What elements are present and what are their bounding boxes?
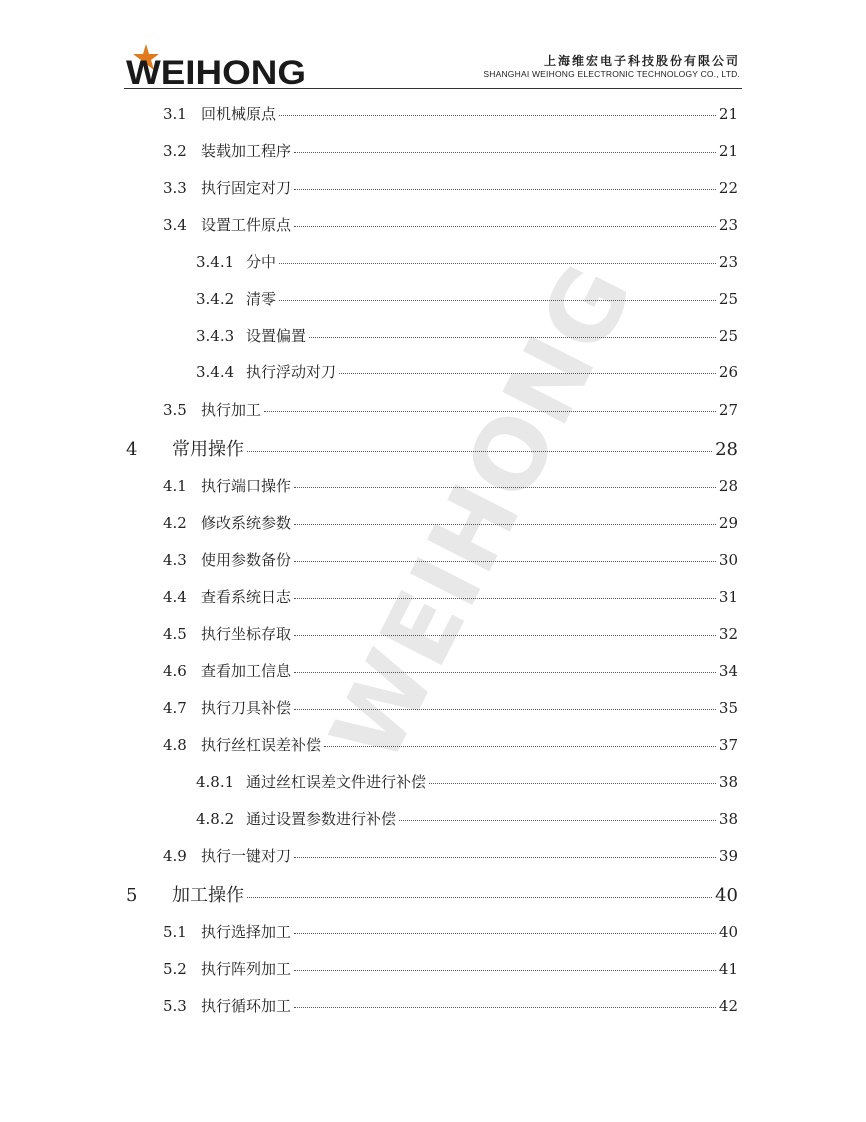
toc-number: 4.9: [163, 847, 187, 865]
toc-page: 25: [718, 290, 738, 308]
toc-entry[interactable]: [163, 734, 738, 755]
toc-number: 5.3: [163, 997, 187, 1015]
dot-leader: [429, 783, 716, 784]
company-name-en: SHANGHAI WEIHONG ELECTRONIC TECHNOLOGY CO., LTD.: [483, 69, 740, 79]
toc-title: 通过设置参数进行补偿: [246, 810, 397, 828]
toc-number: 4.7: [163, 699, 187, 717]
toc-entry[interactable]: [163, 512, 738, 533]
toc-page: 23: [718, 216, 738, 234]
dot-leader: [294, 970, 716, 971]
toc-number: 5.2: [163, 960, 187, 978]
dot-leader: [294, 635, 716, 636]
toc-title: 通过丝杠误差文件进行补偿: [246, 773, 427, 791]
toc-page: 30: [718, 551, 738, 569]
toc-number: 3.3: [163, 179, 187, 197]
dot-leader: [279, 300, 716, 301]
toc-page: 23: [718, 253, 738, 271]
watermark-text: WEIHONG: [309, 245, 656, 780]
toc-number: 3.4: [163, 216, 187, 234]
toc-entry[interactable]: [163, 958, 738, 979]
toc-title: 修改系统参数: [201, 514, 292, 532]
toc-chapter-entry[interactable]: [126, 881, 738, 907]
toc-page: 25: [718, 327, 738, 345]
toc-title: 加工操作: [172, 885, 244, 906]
toc-entry[interactable]: [163, 921, 738, 942]
toc-title: 查看加工信息: [201, 662, 292, 680]
toc-number: 4.8.2: [196, 810, 235, 828]
dot-leader: [294, 598, 716, 599]
toc-entry[interactable]: [163, 660, 738, 681]
dot-leader: [294, 857, 716, 858]
toc-page: 32: [718, 625, 738, 643]
dot-leader: [309, 337, 716, 338]
dot-leader: [294, 561, 716, 562]
toc-entry[interactable]: [163, 623, 738, 644]
toc-entry[interactable]: [163, 586, 738, 607]
toc-entry[interactable]: [163, 697, 738, 718]
toc-number: 3.4.2: [196, 290, 235, 308]
toc-entry[interactable]: [163, 549, 738, 570]
toc-title: 分中: [246, 253, 277, 271]
toc-entry[interactable]: [196, 251, 738, 272]
toc-page: 31: [718, 588, 738, 606]
dot-leader: [294, 933, 716, 934]
toc-entry[interactable]: [196, 325, 738, 346]
logo-text: WEIHONG: [126, 54, 306, 88]
toc-entry[interactable]: [163, 103, 738, 124]
toc-title: 使用参数备份: [201, 551, 292, 569]
toc-number: 4.4: [163, 588, 187, 606]
page-header: [124, 38, 742, 89]
toc-page: 40: [715, 885, 738, 906]
toc-page: 42: [718, 997, 738, 1015]
dot-leader: [294, 1007, 716, 1008]
toc-title: 设置偏置: [246, 327, 307, 345]
toc-number: 3.4.3: [196, 327, 235, 345]
toc-number: 3.2: [163, 142, 187, 160]
toc-page: 38: [718, 810, 738, 828]
dot-leader: [294, 672, 716, 673]
toc-page: 28: [718, 477, 738, 495]
toc-number: 3.4.4: [196, 363, 235, 381]
toc-number: 4: [126, 439, 138, 460]
toc-entry[interactable]: [163, 845, 738, 866]
toc-title: 常用操作: [172, 439, 244, 460]
toc-number: 4.3: [163, 551, 187, 569]
toc-number: 3.5: [163, 401, 187, 419]
toc-entry[interactable]: [163, 995, 738, 1016]
toc-page: 22: [718, 179, 738, 197]
dot-leader: [294, 152, 716, 153]
toc-number: 4.8.1: [196, 773, 235, 791]
toc-page: 27: [718, 401, 738, 419]
dot-leader: [294, 226, 716, 227]
toc-entry[interactable]: [163, 140, 738, 161]
toc-number: 4.8: [163, 736, 187, 754]
dot-leader: [279, 263, 716, 264]
toc-page: 37: [718, 736, 738, 754]
toc-number: 3.4.1: [196, 253, 235, 271]
toc-entry[interactable]: [163, 399, 738, 420]
toc-entry[interactable]: [163, 214, 738, 235]
toc-number: 4.1: [163, 477, 187, 495]
toc-page: 29: [718, 514, 738, 532]
toc-entry[interactable]: [163, 177, 738, 198]
weihong-logo: [124, 44, 314, 88]
dot-leader: [294, 487, 716, 488]
dot-leader: [247, 451, 712, 452]
toc-number: 3.1: [163, 105, 187, 123]
dot-leader: [294, 189, 716, 190]
toc-page: 28: [715, 439, 738, 460]
dot-leader: [279, 115, 716, 116]
toc-title: 设置工件原点: [201, 216, 292, 234]
toc-number: 5.1: [163, 923, 187, 941]
toc-title: 执行循环加工: [201, 997, 292, 1015]
toc-chapter-entry[interactable]: [126, 435, 738, 461]
toc-title: 查看系统日志: [201, 588, 292, 606]
toc-number: 4.6: [163, 662, 187, 680]
toc-title: 执行固定对刀: [201, 179, 292, 197]
toc-title: 装载加工程序: [201, 142, 292, 160]
toc-page: 41: [718, 960, 738, 978]
toc-title: 执行坐标存取: [201, 625, 292, 643]
toc-number: 5: [126, 885, 138, 906]
dot-leader: [324, 746, 716, 747]
toc-entry[interactable]: [196, 808, 738, 829]
toc-title: 执行丝杠误差补偿: [201, 736, 322, 754]
toc-title: 执行加工: [201, 401, 262, 419]
dot-leader: [339, 373, 716, 374]
toc-entry[interactable]: [163, 475, 738, 496]
dot-leader: [399, 820, 716, 821]
toc-number: 4.5: [163, 625, 187, 643]
toc-page: 39: [718, 847, 738, 865]
dot-leader: [294, 709, 716, 710]
toc-page: 21: [718, 105, 738, 123]
dot-leader: [264, 411, 716, 412]
toc-page: 40: [718, 923, 738, 941]
toc-entry[interactable]: [196, 771, 738, 792]
toc-title: 执行刀具补偿: [201, 699, 292, 717]
toc-page: 26: [718, 363, 738, 381]
toc-title: 执行阵列加工: [201, 960, 292, 978]
toc-page: 38: [718, 773, 738, 791]
toc-title: 执行选择加工: [201, 923, 292, 941]
toc-page: 34: [718, 662, 738, 680]
toc-page: 21: [718, 142, 738, 160]
toc-entry[interactable]: [196, 288, 738, 309]
toc-title: 回机械原点: [201, 105, 277, 123]
toc-title: 执行端口操作: [201, 477, 292, 495]
toc-entry[interactable]: [196, 361, 738, 382]
toc-title: 执行一键对刀: [201, 847, 292, 865]
toc-number: 4.2: [163, 514, 187, 532]
dot-leader: [294, 524, 716, 525]
toc-title: 清零: [246, 290, 277, 308]
company-name-cn: 上海维宏电子科技股份有限公司: [543, 54, 740, 68]
toc-title: 执行浮动对刀: [246, 363, 337, 381]
dot-leader: [247, 897, 712, 898]
toc-page: 35: [718, 699, 738, 717]
